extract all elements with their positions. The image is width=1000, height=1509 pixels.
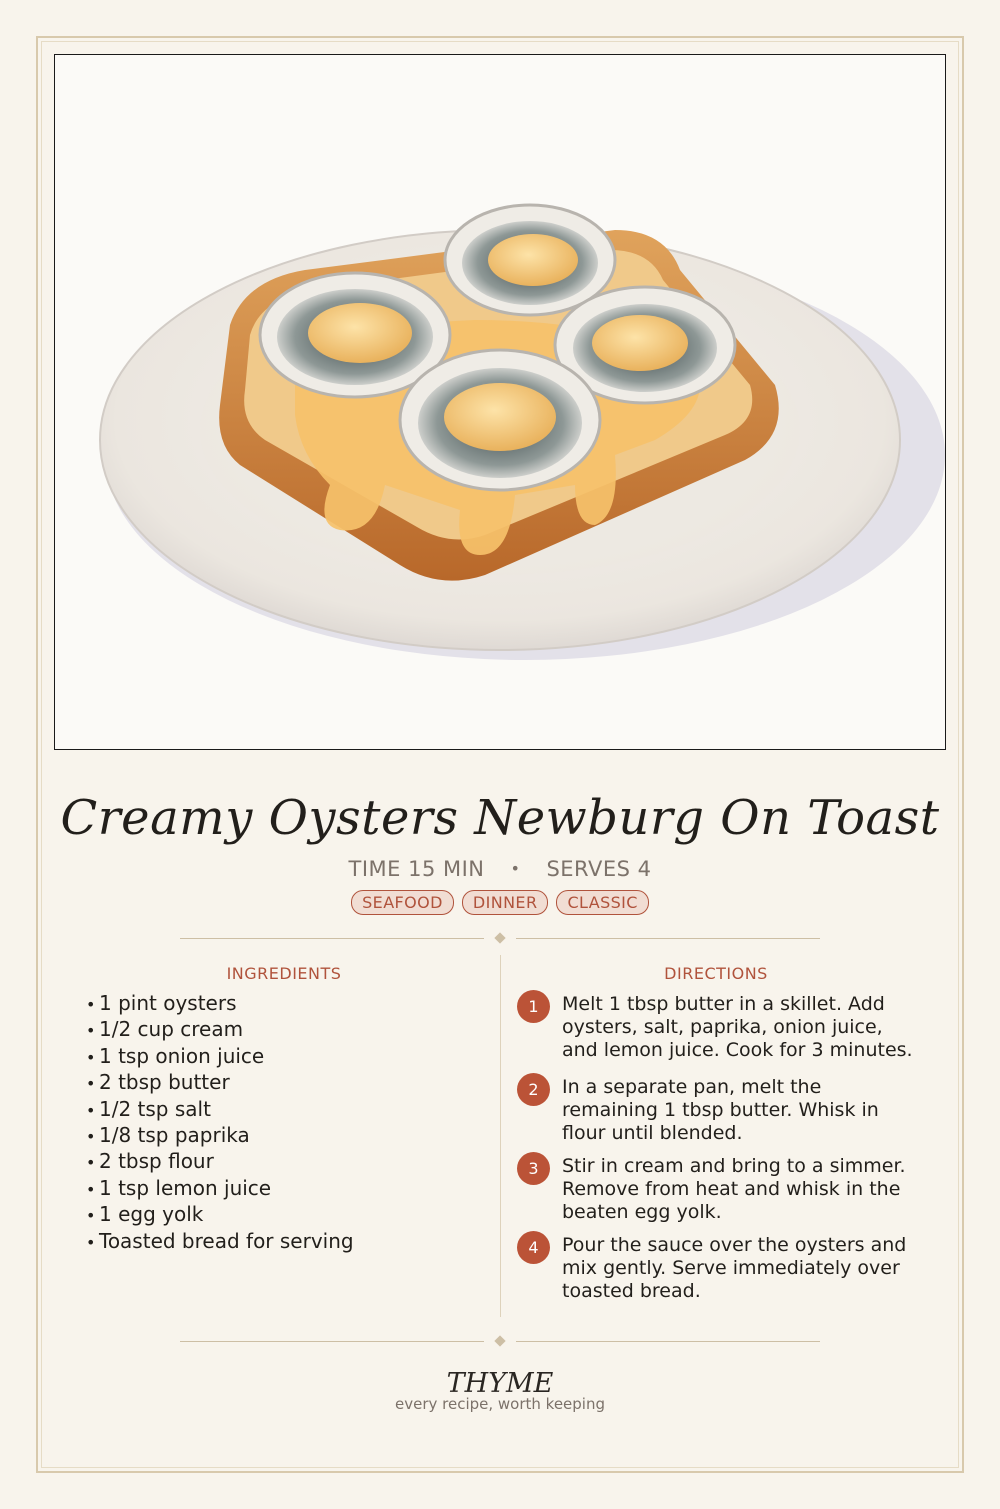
ingredients-list (86, 990, 354, 1254)
tag-seafood[interactable]: SEAFOOD (351, 890, 454, 915)
ingredient-item: • 1 tsp lemon juice (86, 1175, 354, 1201)
section-divider-top (180, 933, 820, 945)
ingredient-item: • 2 tbsp flour (86, 1148, 354, 1174)
servings: SERVES 4 (546, 857, 652, 881)
ingredient-item: • 1 egg yolk (86, 1201, 354, 1227)
ingredient-item: • 1/8 tsp paprika (86, 1122, 354, 1148)
step-number-badge: 1 (517, 990, 550, 1023)
brand-tagline: every recipe, worth keeping (394, 1395, 605, 1413)
step-text: In a separate pan, melt the remaining 1 tbsp butter. Whisk in flour until blended. (562, 1076, 879, 1144)
tag-classic[interactable]: CLASSIC (556, 890, 648, 915)
brand-logo: THYME (446, 1368, 554, 1399)
ingredient-item: • 1/2 tsp salt (86, 1096, 354, 1122)
section-divider-bottom (180, 1336, 820, 1348)
ingredients-heading: INGREDIENTS (226, 964, 342, 983)
recipe-title: Creamy Oysters Newburg On Toast (60, 790, 940, 846)
prep-time: TIME 15 MIN (348, 857, 485, 881)
step-text: Pour the sauce over the oysters and mix gently. Serve immediately over toasted bread. (562, 1234, 907, 1302)
step-number-badge: 4 (517, 1231, 550, 1264)
ingredient-item: • 1 tsp onion juice (86, 1043, 354, 1069)
diamond-ornament-icon (494, 1335, 505, 1346)
dish-illustration (54, 54, 946, 750)
ingredient-item: • 2 tbsp butter (86, 1069, 354, 1095)
ingredient-item: • 1/2 cup cream (86, 1016, 354, 1042)
recipe-meta (0, 857, 1000, 881)
tag-dinner[interactable]: DINNER (462, 890, 549, 915)
step-text: Stir in cream and bring to a simmer. Remove from heat and whisk in the beaten egg yolk. (562, 1155, 906, 1223)
step-number-badge: 2 (517, 1073, 550, 1106)
ingredient-item: • Toasted bread for serving (86, 1228, 354, 1254)
diamond-ornament-icon (494, 932, 505, 943)
directions-heading: DIRECTIONS (664, 964, 768, 983)
column-divider (500, 955, 501, 1317)
step-number-badge: 3 (517, 1152, 550, 1185)
tag-list (0, 890, 1000, 915)
ingredient-item: • 1 pint oysters (86, 990, 354, 1016)
step-text: Melt 1 tbsp butter in a skillet. Add oysters, salt, paprika, onion juice, and lemon juice. Cook for 3 minutes. (562, 993, 913, 1061)
meta-separator: • (510, 859, 521, 878)
